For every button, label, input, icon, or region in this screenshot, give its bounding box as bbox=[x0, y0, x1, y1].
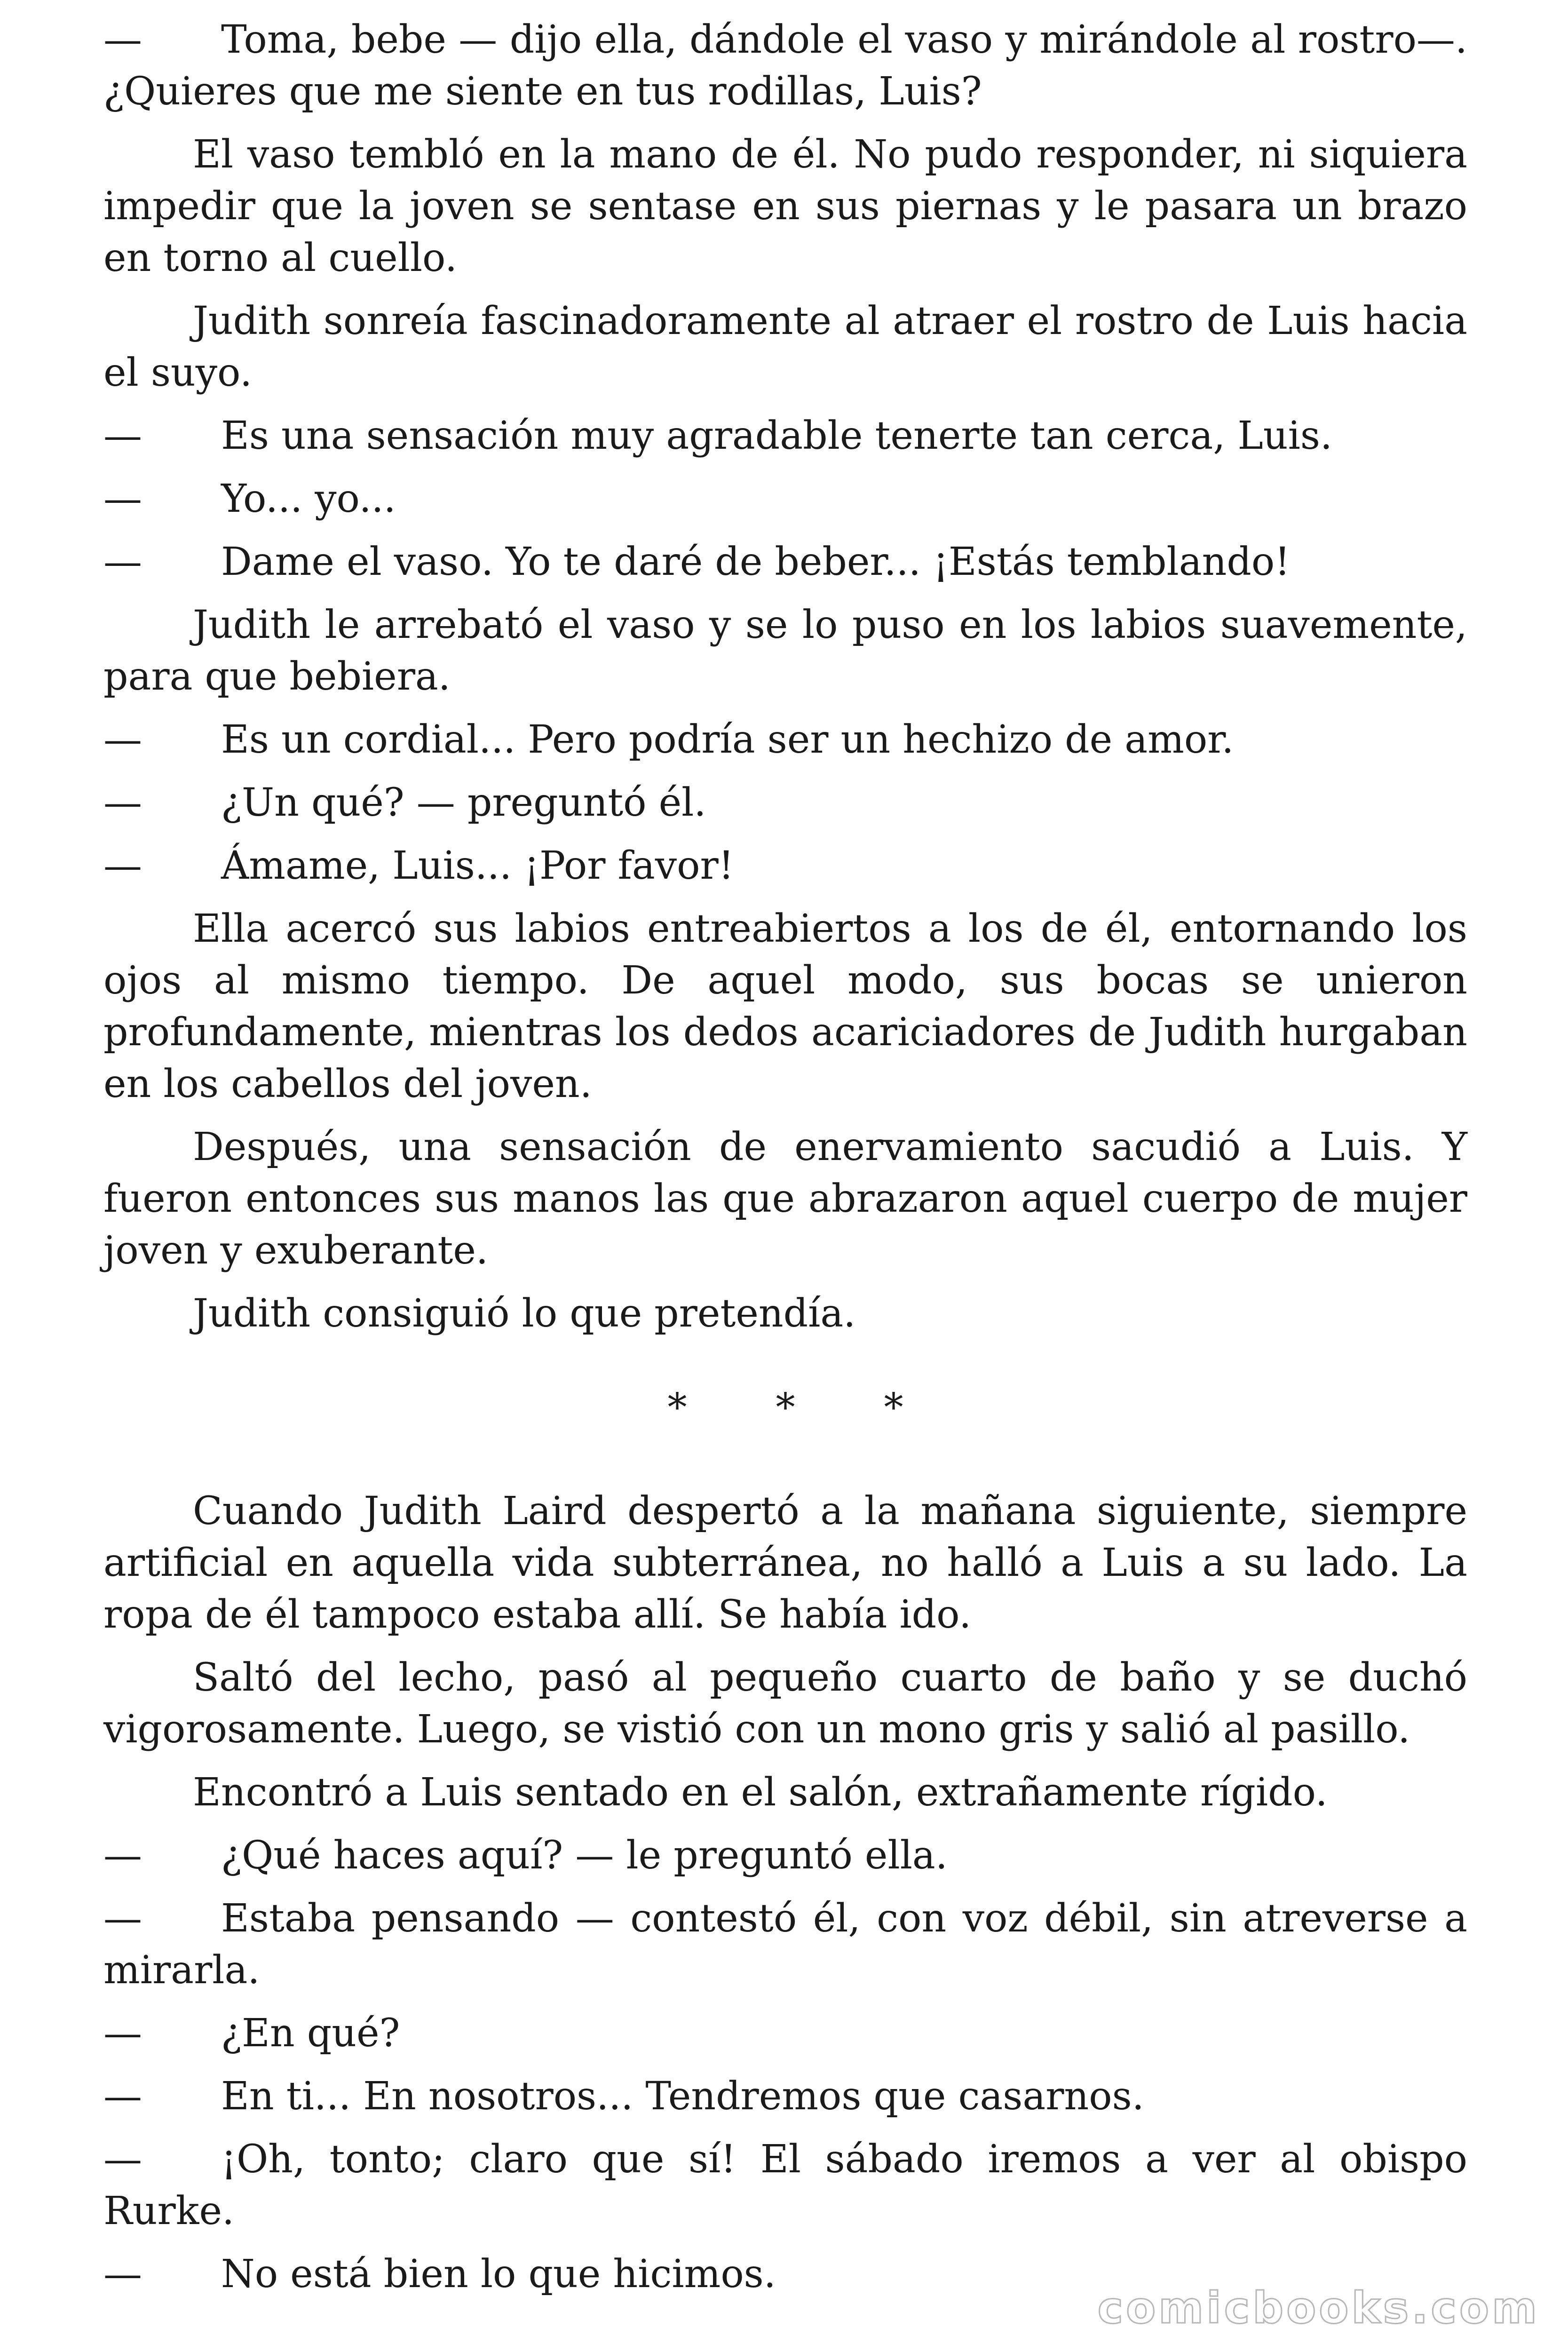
watermark: comicbooks.com bbox=[1097, 2283, 1540, 2333]
paragraph-text: ¿En qué? bbox=[221, 2011, 400, 2056]
paragraph-text: Toma, bebe — dijo ella, dándole el vaso y mirándole al rostro—. ¿Quieres que me siente en tus rodillas, Luis? bbox=[103, 17, 1467, 114]
narration-paragraph: Judith sonreía fascinadoramente al atraer el rostro de Luis hacia el suyo. bbox=[103, 299, 1467, 395]
dialogue-paragraph bbox=[103, 2134, 1467, 2237]
dialogue-dash: — bbox=[103, 477, 142, 521]
section-separator bbox=[103, 1382, 1467, 1434]
dialogue-dash: — bbox=[103, 17, 142, 62]
dialogue-dash: — bbox=[103, 1833, 142, 1878]
dialogue-dash: — bbox=[103, 2074, 142, 2119]
dialogue-paragraph bbox=[103, 410, 1467, 462]
dialogue-dash: — bbox=[103, 843, 142, 888]
narration-paragraph: Después, una sensación de enervamiento sacudió a Luis. Y fueron entonces sus manos las que abrazaron aquel cuerpo de mujer joven y exuberante. bbox=[103, 1125, 1467, 1273]
paragraph-text: No está bien lo que hicimos. bbox=[221, 2252, 776, 2296]
paragraph-text: Dame el vaso. Yo te daré de beber... ¡Estás temblando! bbox=[221, 540, 1291, 584]
narration-paragraph: El vaso tembló en la mano de él. No pudo responder, ni siquiera impedir que la joven se sentase en sus piernas y le pasara un brazo en torno al cuello. bbox=[103, 132, 1467, 280]
separator-asterisk: * bbox=[776, 1385, 795, 1430]
dialogue-paragraph bbox=[103, 1830, 1467, 1882]
paragraph-text: ¿Qué haces aquí? — le preguntó ella. bbox=[221, 1833, 948, 1878]
narration-paragraph: Encontró a Luis sentado en el salón, extrañamente rígido. bbox=[193, 1770, 1328, 1815]
paragraph-text: Estaba pensando — contestó él, con voz débil, sin atreverse a mirarla. bbox=[103, 1896, 1467, 1993]
dialogue-paragraph bbox=[103, 2008, 1467, 2059]
narration-paragraph: Ella acercó sus labios entreabiertos a los de él, entornando los ojos al mismo tiempo. De aquel modo, sus bocas se unieron profundamente, mientras los dedos acariciadores de Judith hurgaban en los cabellos del joven. bbox=[103, 906, 1467, 1106]
dialogue-dash: — bbox=[103, 2137, 142, 2182]
separator-asterisk: * bbox=[667, 1385, 687, 1430]
dialogue-paragraph bbox=[103, 473, 1467, 525]
dialogue-paragraph bbox=[103, 714, 1467, 766]
separator-asterisk: * bbox=[884, 1385, 903, 1430]
narration-paragraph: Judith le arrebató el vaso y se lo puso en los labios suavemente, para que bebiera. bbox=[103, 603, 1467, 699]
dialogue-paragraph bbox=[103, 840, 1467, 892]
paragraph-text: ¡Oh, tonto; claro que sí! El sábado iremos a ver al obispo Rurke. bbox=[103, 2137, 1467, 2233]
dialogue-dash: — bbox=[103, 2011, 142, 2056]
dialogue-dash: — bbox=[103, 717, 142, 762]
dialogue-paragraph bbox=[103, 536, 1467, 588]
paragraph-text: En ti... En nosotros... Tendremos que casarnos. bbox=[221, 2074, 1144, 2119]
dialogue-paragraph bbox=[103, 2071, 1467, 2122]
dialogue-paragraph bbox=[103, 1893, 1467, 1996]
narration-paragraph: Cuando Judith Laird despertó a la mañana siguiente, siempre artificial en aquella vida subterránea, no halló a Luis a su lado. La ropa de él tampoco estaba allí. Se había ido. bbox=[103, 1489, 1467, 1637]
dialogue-dash: — bbox=[103, 2252, 142, 2296]
dialogue-paragraph bbox=[103, 777, 1467, 829]
paragraph-text: ¿Un qué? — preguntó él. bbox=[221, 780, 706, 825]
page-text bbox=[103, 14, 1467, 2312]
dialogue-dash: — bbox=[103, 780, 142, 825]
dialogue-dash: — bbox=[103, 540, 142, 584]
dialogue-dash: — bbox=[103, 413, 142, 458]
dialogue-dash: — bbox=[103, 1896, 142, 1941]
paragraph-text: Es una sensación muy agradable tenerte tan cerca, Luis. bbox=[221, 413, 1332, 458]
dialogue-paragraph bbox=[103, 14, 1467, 118]
narration-paragraph: Saltó del lecho, pasó al pequeño cuarto de baño y se duchó vigorosamente. Luego, se vistió con un mono gris y salió al pasillo. bbox=[103, 1655, 1467, 1752]
paragraph-text: Ámame, Luis... ¡Por favor! bbox=[221, 843, 734, 888]
paragraph-text: Yo... yo... bbox=[221, 477, 396, 521]
paragraph-text: Es un cordial... Pero podría ser un hechizo de amor. bbox=[221, 717, 1234, 762]
narration-paragraph: Judith consiguió lo que pretendía. bbox=[193, 1291, 856, 1336]
